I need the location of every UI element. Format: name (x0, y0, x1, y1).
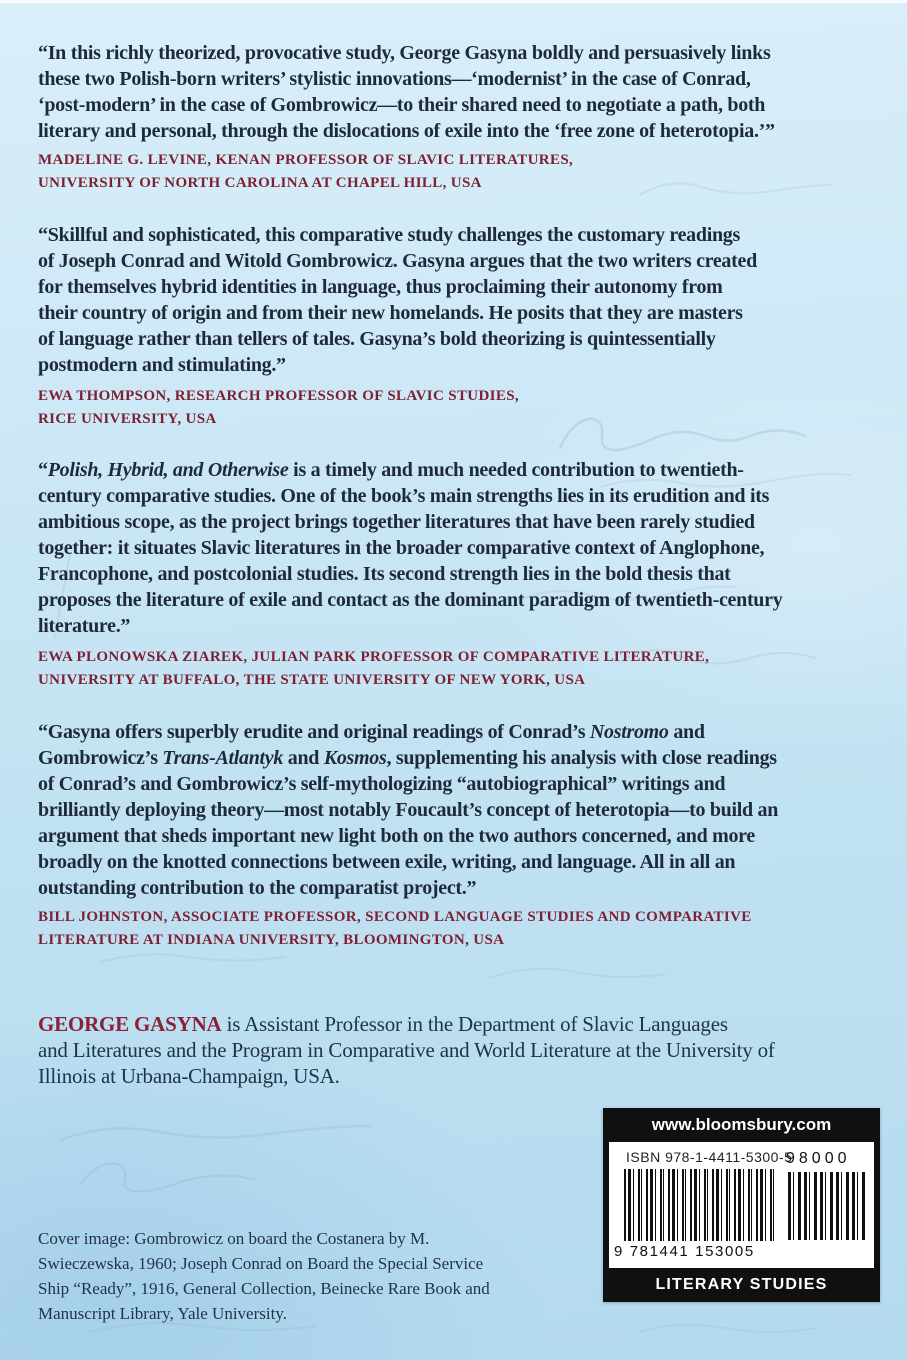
text-line: of Joseph Conrad and Witold Gombrowicz. Gasyna argues that the two writers created (38, 250, 757, 272)
review-quote-2 (38, 222, 877, 378)
barcode-panel (603, 1108, 880, 1302)
text-line: “In this richly theorized, provocative study, George Gasyna boldly and persuasively links (38, 42, 771, 64)
text-line: and Literatures and the Program in Comparative and World Literature at the University of (38, 1038, 775, 1062)
cover-image-credit (38, 1226, 598, 1326)
barcode-area (609, 1142, 874, 1268)
review-attribution-3 (38, 646, 877, 692)
supplemental-barcode (788, 1172, 868, 1240)
publisher-website: www.bloomsbury.com (651, 1115, 832, 1134)
text-line: Illinois at Urbana-Champaign, USA. (38, 1064, 340, 1088)
text-line: their country of origin and from their new homelands. He posits that they are masters (38, 302, 743, 324)
review-quote-4 (38, 719, 877, 901)
text-line: EWA PLONOWSKA ZIAREK, JULIAN PARK PROFESSOR OF COMPARATIVE LITERATURE, (38, 649, 710, 665)
text-line: “Gasyna offers superbly erudite and original readings of Conrad’s Nostromo and (38, 721, 705, 743)
text-line: argument that sheds important new light both on the two authors concerned, and more (38, 825, 755, 847)
review-attribution-2 (38, 385, 877, 431)
text-line: “Skillful and sophisticated, this comparative study challenges the customary readings (38, 224, 740, 246)
text-line: Francophone, and postcolonial studies. Its second strength lies in the bold thesis that (38, 563, 731, 585)
text-line: GEORGE GASYNA is Assistant Professor in the Department of Slavic Languages (38, 1012, 728, 1036)
text-line: Swieczewska, 1960; Joseph Conrad on Board the Special Service (38, 1254, 484, 1273)
text-line: UNIVERSITY OF NORTH CAROLINA AT CHAPEL HILL, USA (38, 175, 482, 191)
text-line: of Conrad’s and Gombrowicz’s self-mythologizing “autobiographical” writings and (38, 773, 726, 795)
text-line: Gombrowicz’s Trans-Atlantyk and Kosmos, supplementing his analysis with close readings (38, 747, 777, 769)
review-attribution-1 (38, 149, 877, 195)
text-line: UNIVERSITY AT BUFFALO, THE STATE UNIVERSITY OF NEW YORK, USA (38, 672, 586, 688)
text-line: RICE UNIVERSITY, USA (38, 411, 217, 427)
text-line: these two Polish-born writers’ stylistic innovations—‘modernist’ in the case of Conrad, (38, 68, 751, 90)
text-line: together: it situates Slavic literatures in the broader comparative context of Anglophone, (38, 537, 765, 559)
text-line: ambitious scope, as the project brings together literatures that have been rarely studied (38, 511, 755, 533)
text-line: LITERATURE AT INDIANA UNIVERSITY, BLOOMINGTON, USA (38, 932, 505, 948)
text-line: Manuscript Library, Yale University. (38, 1304, 287, 1323)
text-line: of language rather than tellers of tales. Gasyna’s bold theorizing is quintessentially (38, 328, 716, 350)
review-attribution-4 (38, 906, 877, 952)
review-quote-3 (38, 457, 877, 639)
ean-barcode (624, 1169, 774, 1241)
text-line: literature.” (38, 615, 131, 637)
text-line: broadly on the knotted connections between exile, writing, and language. All in all an (38, 851, 736, 873)
text-line: MADELINE G. LEVINE, KENAN PROFESSOR OF SLAVIC LITERATURES, (38, 152, 574, 168)
text-line: century comparative studies. One of the book’s main strengths lies in its erudition and its (38, 485, 770, 507)
category-label: LITERARY STUDIES (655, 1276, 828, 1293)
text-line: BILL JOHNSTON, ASSOCIATE PROFESSOR, SECOND LANGUAGE STUDIES AND COMPARATIVE (38, 909, 752, 925)
text-line: outstanding contribution to the comparatist project.” (38, 877, 477, 899)
text-line: Ship “Ready”, 1916, General Collection, Beinecke Rare Book and (38, 1279, 490, 1298)
text-line: ‘post-modern’ in the case of Gombrowicz—to their shared need to negotiate a path, both (38, 94, 766, 116)
ean-digits: 9 781441 153005 (614, 1243, 755, 1260)
text-line: Cover image: Gombrowicz on board the Costanera by M. (38, 1229, 430, 1248)
author-bio (38, 1011, 877, 1089)
review-quote-1 (38, 40, 877, 144)
text-line: brilliantly deploying theory—most notably Foucault’s concept of heterotopia—to build an (38, 799, 779, 821)
text-line: EWA THOMPSON, RESEARCH PROFESSOR OF SLAVIC STUDIES, (38, 388, 520, 404)
price-code: 98000 (786, 1150, 851, 1167)
text-line: literary and personal, through the dislocations of exile into the ‘free zone of heterotopia.’” (38, 120, 775, 142)
text-line: for themselves hybrid identities in language, thus proclaiming their autonomy from (38, 276, 723, 298)
text-line: postmodern and stimulating.” (38, 354, 286, 376)
page-top-edge (0, 0, 907, 3)
text-line: “Polish, Hybrid, and Otherwise is a timely and much needed contribution to twentieth- (38, 459, 744, 481)
isbn-label: ISBN 978-1-4411-5300-5 (626, 1149, 793, 1165)
text-line: proposes the literature of exile and contact as the dominant paradigm of twentieth-century (38, 589, 783, 611)
